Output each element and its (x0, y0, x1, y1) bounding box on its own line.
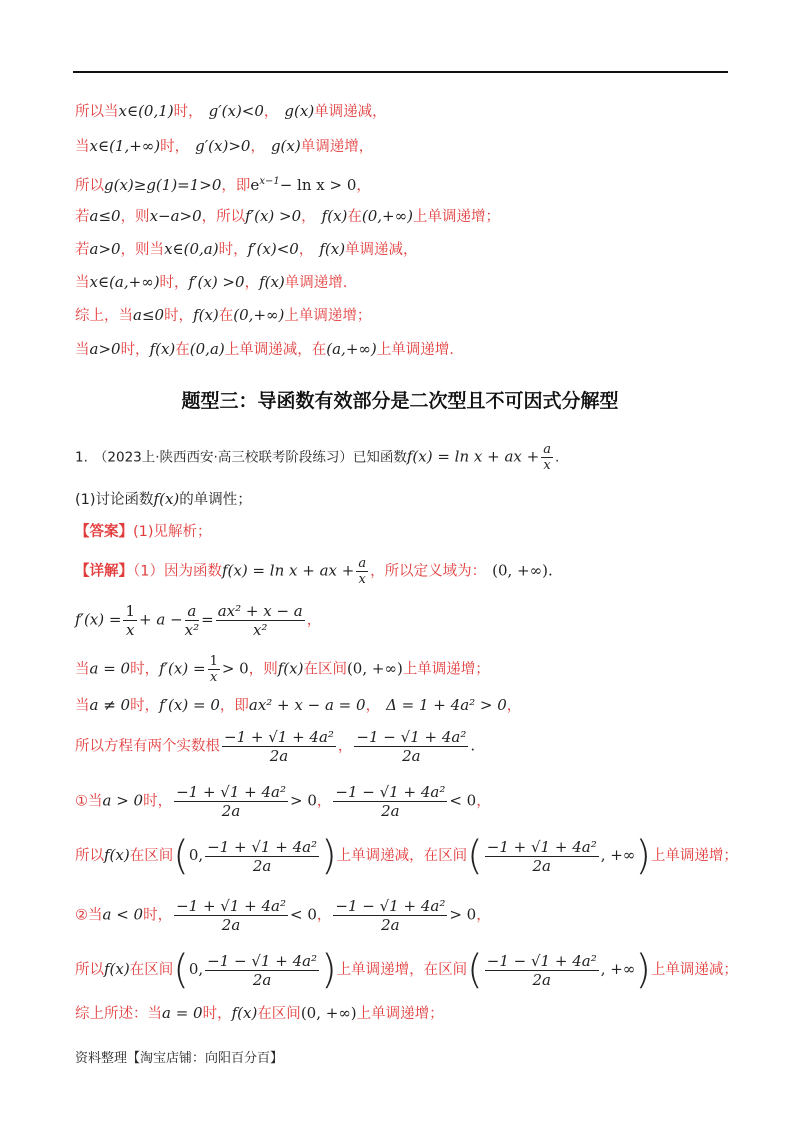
text: ，所以定义域为： (370, 563, 487, 580)
math: , +∞ (600, 960, 636, 978)
text: 当 (75, 661, 90, 678)
math: f(x) (149, 340, 176, 358)
fraction (485, 838, 599, 875)
fraction-numerator: −1 − √1 + 4a² (335, 783, 446, 801)
text: 综上所述：当 (75, 1006, 162, 1022)
math: a < 0 (102, 905, 144, 924)
fraction-denominator: x² (184, 621, 200, 639)
fraction-numerator: −1 + √1 + 4a² (224, 728, 334, 746)
fraction (216, 602, 305, 639)
math: g′(x)<0 (208, 102, 264, 120)
case-a-negative (75, 897, 491, 934)
text: ， (298, 242, 314, 258)
text: ， (316, 793, 332, 810)
fraction-denominator: 2a (221, 916, 241, 934)
section-heading: 题型三：导函数有效部分是二次型且不可因式分解型 (181, 390, 619, 412)
text: ，则 (120, 209, 150, 225)
case-a-positive-intervals: 所以f(x)在区间(0, $\frac{\text{−1 + √1 + 4a²}}{2a}$ )上单调递减，在区间( $\frac{\text{−1 + √1 + 4a²}}{2a}$ , +∞)上单调递增； (75, 833, 738, 879)
math: g(x) (284, 102, 315, 120)
fraction (354, 728, 468, 765)
math: a≤0 (89, 207, 121, 225)
math: x∈(a,+∞) (89, 273, 160, 291)
derivative-line (75, 602, 321, 639)
math: 0, (188, 960, 204, 978)
math: a>0 (89, 240, 121, 258)
summary-line (75, 1002, 444, 1025)
fraction-numerator: a (358, 556, 367, 571)
fraction (333, 897, 447, 934)
math: a>0 (89, 340, 121, 358)
text: 上单调递增； (650, 848, 738, 864)
text-line-6 (75, 271, 347, 294)
text: 上单调递减； (650, 962, 738, 978)
text: ，即 (221, 177, 251, 194)
text: 时， (159, 275, 189, 291)
text: ，则 (248, 661, 278, 678)
text: 所以当 (75, 104, 119, 120)
fraction-numerator: −1 − √1 + 4a² (356, 728, 467, 746)
math: f(x) = ln x + ax + (221, 561, 355, 580)
text: ， (337, 738, 353, 755)
text-line-3 (75, 171, 371, 197)
fraction-numerator: −1 − √1 + 4a² (486, 951, 597, 970)
text: 上单调递增； (356, 1006, 444, 1022)
fraction-denominator: x (358, 572, 366, 587)
text: 时， (130, 661, 160, 678)
text: 上单调递增； (402, 661, 490, 678)
fraction-numerator: ax² + x − a (217, 602, 303, 620)
text: 单调递减， (345, 242, 418, 258)
math: g(x) (270, 137, 301, 155)
fraction-numerator: 1 (209, 654, 218, 669)
fraction-denominator: x (210, 670, 218, 685)
math: , +∞ (600, 846, 636, 864)
text: ， (244, 275, 260, 291)
roots-line (75, 728, 475, 765)
text-line-8 (75, 338, 454, 361)
math: (0,+∞) (233, 306, 285, 324)
text: 上单调递增； (412, 209, 500, 225)
math: f(x) (104, 960, 130, 978)
text: 时， (202, 1006, 232, 1022)
math: > 0 (290, 791, 317, 810)
math: f′(x) >0 (188, 273, 245, 291)
fraction-denominator: x² (252, 621, 268, 639)
problem-number: 1. (75, 449, 88, 466)
math: f′(x) = 0 (159, 696, 220, 714)
text: 当 (75, 139, 90, 155)
text: 上单调递减，在区间 (336, 848, 468, 864)
text: ，则当 (120, 242, 165, 258)
text: 若 (75, 242, 90, 258)
math: x∈(0,1) (118, 102, 174, 120)
math: f(x) (319, 240, 346, 258)
text: （1）因为函数 (133, 563, 222, 580)
fraction-numerator: −1 + √1 + 4a² (176, 783, 287, 801)
math: (0,+∞) (361, 207, 413, 225)
text: (1)讨论函数 (75, 492, 154, 508)
text: ， (506, 698, 522, 714)
text: 所以 (75, 177, 104, 194)
math: (0, +∞) (492, 561, 548, 580)
problem-source: （2023上·陕西西安·高三校联考阶段练习）已知函数 (93, 449, 407, 466)
math: < 0 (290, 905, 317, 924)
text: 所以 (75, 848, 104, 864)
answer-label: 【答案】 (75, 524, 133, 540)
text: ， (356, 177, 371, 194)
text: 时， (130, 698, 160, 714)
fraction-denominator: x (543, 458, 551, 473)
text: 时， (164, 308, 194, 324)
fraction (333, 783, 447, 820)
math: a = 0 (89, 659, 131, 678)
answer-line (75, 521, 212, 543)
fraction (123, 602, 137, 639)
math: x∈(0,a) (164, 240, 219, 258)
text: 的单调性； (179, 492, 252, 508)
fraction-denominator: 2a (381, 802, 400, 820)
math: (0,a) (189, 340, 225, 358)
fraction-denominator: 2a (532, 970, 551, 989)
fraction-numerator: a (543, 442, 551, 457)
fraction (356, 556, 368, 587)
text: 所以 (75, 962, 104, 978)
text: ，所以 (201, 209, 246, 225)
text: 单调递增. (284, 275, 348, 291)
fraction-denominator: 2a (252, 970, 272, 989)
text: 在区间 (257, 1006, 301, 1022)
detail-line (75, 556, 553, 587)
text-line-2 (75, 135, 373, 158)
math: f′(x)<0 (247, 240, 299, 258)
text: 时， (143, 907, 173, 924)
math: > 0 (221, 659, 249, 678)
fraction-denominator: 2a (221, 802, 241, 820)
fraction (208, 654, 220, 685)
question-1 (75, 488, 252, 511)
fraction (174, 783, 288, 820)
header-rule (73, 71, 728, 73)
math: f(x) (321, 207, 348, 225)
text-line-1 (75, 100, 387, 123)
text: ，即 (219, 698, 249, 714)
case-a-zero (75, 654, 490, 685)
text: 在 (175, 342, 190, 358)
text: 时， (143, 793, 173, 810)
fraction (205, 952, 319, 989)
text: 所以方程有两个实数根 (75, 738, 220, 755)
text: 在区间 (129, 848, 174, 864)
fraction-numerator: −1 + √1 + 4a² (207, 837, 318, 856)
fraction-numerator: 1 (125, 602, 136, 620)
text: 综上，当 (75, 308, 133, 324)
math-superscript: x−1 (259, 176, 280, 187)
math: a > 0 (102, 791, 144, 810)
fraction-denominator: x (126, 621, 135, 639)
text: ， (316, 907, 332, 924)
text: . (470, 736, 476, 755)
math: − ln x > 0 (279, 175, 357, 194)
text: 当 (75, 698, 90, 714)
math: 0, (188, 846, 204, 864)
text: 单调递减， (314, 104, 387, 120)
text: 上单调递增. (376, 342, 454, 358)
fraction (205, 838, 319, 875)
text: 上单调递增，在区间 (336, 962, 468, 978)
fraction (541, 442, 553, 473)
problem-statement (75, 442, 559, 473)
math: a≤0 (133, 306, 165, 324)
text: 单调递增， (300, 139, 374, 155)
math: f′(x) = (159, 659, 206, 678)
detail-label: 【详解】 (75, 563, 133, 580)
text: ， (476, 793, 491, 810)
math: f(x) = ln x + ax + (406, 447, 540, 466)
text: ， (250, 139, 265, 155)
fraction-denominator: 2a (252, 856, 272, 875)
text-line-7 (75, 304, 371, 327)
math: e (250, 175, 260, 194)
text: ， (263, 104, 279, 120)
answer-text: (1)见解析； (133, 524, 212, 540)
case-a-negative-intervals: 所以f(x)在区间(0, $\frac{\text{−1 − √1 + 4a²}}{2a}$ )上单调递增，在区间( $\frac{\text{−1 − √1 + 4a²}}{2a}$ , +∞)上单调递减； (75, 947, 738, 993)
fraction-numerator: a (185, 602, 199, 621)
text: ， (365, 698, 381, 714)
math: x∈(1,+∞) (89, 137, 161, 155)
text: 在区间 (129, 962, 174, 978)
case-a-positive (75, 783, 491, 820)
math: (0, +∞) (346, 659, 403, 678)
fraction-numerator: −1 + √1 + 4a² (486, 837, 597, 856)
math: g′(x)>0 (195, 137, 251, 155)
text: 时， (218, 242, 248, 258)
math: = (201, 610, 214, 629)
fraction-denominator: 2a (402, 747, 421, 765)
text: 上单调递减，在 (224, 342, 327, 358)
fraction-numerator: −1 − √1 + 4a² (335, 897, 446, 915)
fraction (185, 602, 199, 639)
math: a ≠ 0 (89, 696, 131, 714)
fraction (174, 897, 288, 934)
text: 当 (75, 275, 90, 291)
text: 时， (160, 139, 190, 155)
text: 在区间 (303, 661, 347, 678)
math: f(x) (259, 273, 285, 291)
text: 当 (75, 342, 90, 358)
math: ax² + x − a = 0 (248, 696, 366, 714)
text: 上单调递增； (284, 308, 372, 324)
fraction-numerator: −1 − √1 + 4a² (207, 951, 318, 970)
math: f′(x) = (75, 610, 122, 629)
text: . (547, 561, 553, 580)
math: f(x) (231, 1004, 258, 1022)
math: g(x)≥g(1)=1>0 (104, 175, 222, 194)
text: ②当 (75, 907, 103, 924)
math: + a − (139, 610, 183, 629)
text-line-4 (75, 205, 500, 228)
case-a-nonzero (75, 694, 521, 717)
math: x−a>0 (149, 207, 202, 225)
footer-text: 资料整理【淘宝店铺：向阳百分百】 (75, 1051, 284, 1066)
fraction (485, 952, 599, 989)
fraction-denominator: 2a (532, 856, 551, 875)
math: f(x) (104, 846, 130, 864)
text: 时， (173, 104, 203, 120)
math: f(x) (193, 306, 219, 324)
math: < 0 (449, 791, 477, 810)
fraction (222, 728, 336, 765)
math: Δ = 1 + 4a² > 0 (386, 696, 507, 714)
fraction-denominator: 2a (381, 916, 400, 934)
text: . (554, 449, 560, 466)
math: (0, +∞) (300, 1004, 357, 1022)
text-line-5 (75, 238, 418, 261)
text: ①当 (75, 793, 103, 810)
math: (a,+∞) (326, 340, 377, 358)
text: 时， (120, 342, 150, 358)
text: 在 (218, 308, 234, 324)
math: f′(x) >0 (245, 207, 302, 225)
text: 若 (75, 209, 90, 225)
text: ， (301, 209, 316, 225)
math: f(x) (277, 659, 304, 678)
text: ， (476, 907, 491, 924)
fraction-denominator: 2a (269, 747, 289, 765)
text: ， (306, 612, 322, 629)
text: 在 (347, 209, 362, 225)
math: f(x) (153, 490, 180, 508)
math: a = 0 (162, 1004, 203, 1022)
fraction-numerator: −1 + √1 + 4a² (176, 897, 287, 915)
math: > 0 (449, 905, 477, 924)
